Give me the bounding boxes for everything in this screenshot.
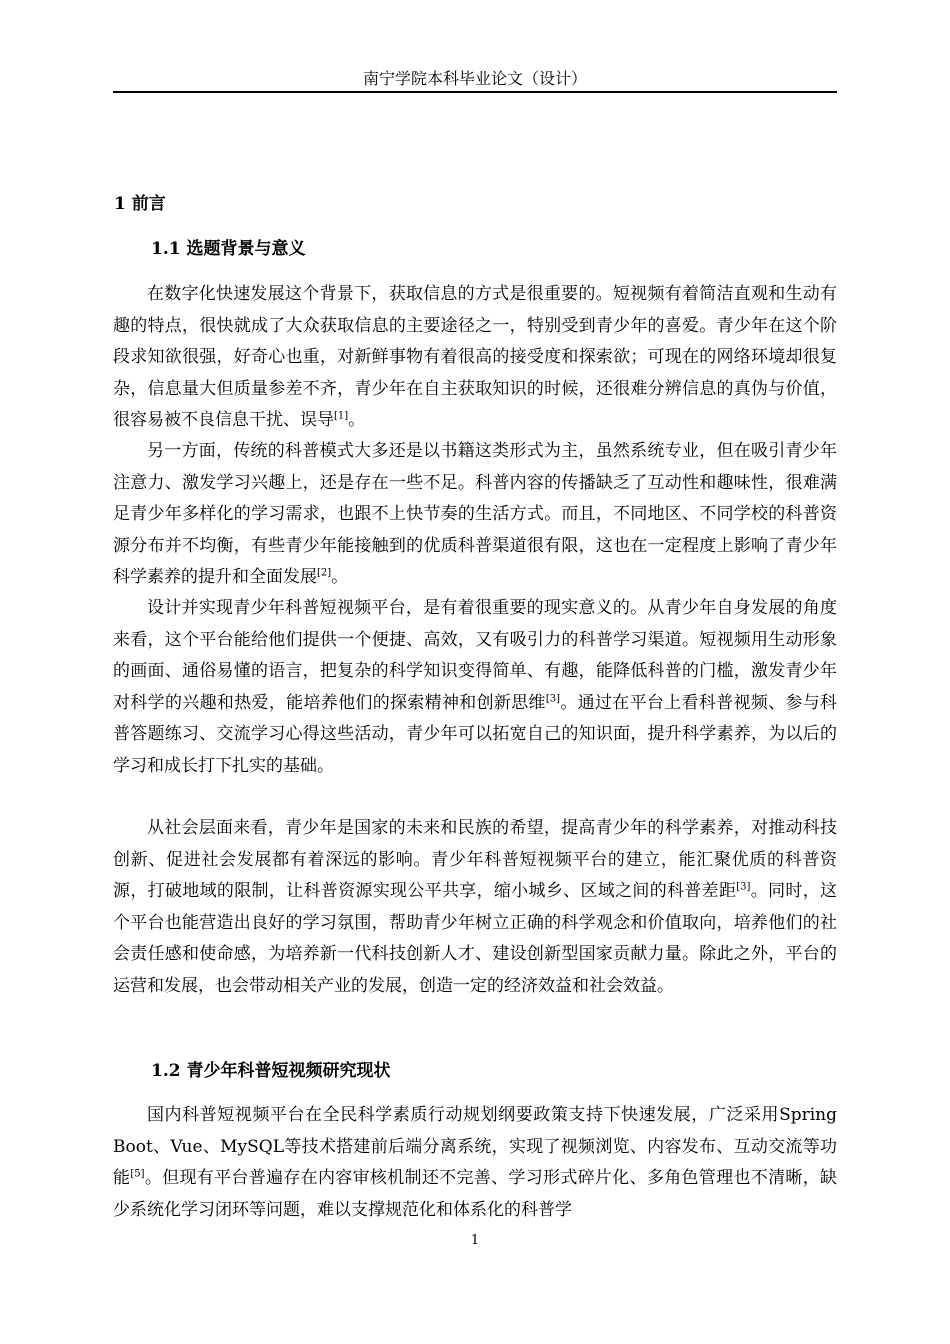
header-rule [113, 91, 837, 93]
body-paragraph: 设计并实现青少年科普短视频平台，是有着很重要的现实意义的。从青少年自身发展的角度来看，这个平台能给他们提供一个便捷、高效，又有吸引力的科普学习渠道。短视频用生动形象的画面、通俗易懂的语言，把复杂的科学知识变得简单、有趣，能降低科普的门槛，激发青少年对科学的兴趣和热爱，能培养他们的探索精神和创新思维[3]。通过在平台上看科普视频、参与科普答题练习、交流学习心得这些活动，青少年可以拓宽自己的知识面，提升科学素养，为以后的学习和成长打下扎实的基础。 [113, 598, 838, 776]
body-paragraph: 国内科普短视频平台在全民科学素质行动规划纲要政策支持下快速发展，广泛采用Spring Boot、Vue、MySQL等技术搭建前后端分离系统，实现了视频浏览、内容发布、互动交流等功能[5]。但现有平台普遍存在内容审核机制还不完善、学习形式碎片化、多角色管理也不清晰，缺少系统化学习闭环等问题，难以支撑规范化和体系化的科普学 [113, 1105, 838, 1220]
section-heading-1-2: 1.2 青少年科普短视频研究现状 [151, 1061, 391, 1081]
citation: [5] [130, 1168, 145, 1180]
body-paragraph: 从社会层面来看，青少年是国家的未来和民族的希望，提高青少年的科学素养，对推动科技创新、促进社会发展都有着深远的影响。青少年科普短视频平台的建立，能汇聚优质的科普资源，打破地域的限制，让科普资源实现公平共享，缩小城乡、区域之间的科普差距[3]。同时，这个平台也能营造出良好的学习氛围，帮助青少年树立正确的科学观念和价值取向，培养他们的社会责任感和使命感，为培养新一代科技创新人才、建设创新型国家贡献力量。除此之外，平台的运营和发展，也会带动相关产业的发展，创造一定的经济效益和社会效益。 [113, 818, 838, 996]
page-number: 1 [470, 1233, 480, 1248]
citation: [3] [545, 692, 560, 704]
running-header: 南宁学院本科毕业论文（设计） [362, 69, 587, 88]
citation: [1] [334, 410, 349, 422]
body-paragraph: 在数字化快速发展这个背景下，获取信息的方式是很重要的。短视频有着简洁直观和生动有趣的特点，很快就成了大众获取信息的主要途径之一，特别受到青少年的喜爱。青少年在这个阶段求知欲很强，好奇心也重，对新鲜事物有着很高的接受度和探索欲；可现在的网络环境却很复杂，信息量大但质量参差不齐，青少年在自主获取知识的时候，还很难分辨信息的真伪与价值，很容易被不良信息干扰、误导[1]。 [113, 284, 837, 430]
section-heading-1: 1 前言 [114, 194, 166, 214]
citation: [2] [317, 567, 332, 579]
section-heading-1-1: 1.1 选题背景与意义 [151, 239, 306, 259]
body-paragraph: 另一方面，传统的科普模式大多还是以书籍这类形式为主，虽然系统专业，但在吸引青少年注意力、激发学习兴趣上，还是存在一些不足。科普内容的传播缺乏了互动性和趣味性，很难满足青少年多样化的学习需求，也跟不上快节奏的生活方式。而且，不同地区、不同学校的科普资源分布并不均衡，有些青少年能接触到的优质科普渠道很有限，这也在一定程度上影响了青少年科学素养的提升和全面发展[2]。 [113, 441, 837, 587]
citation: [3] [736, 881, 751, 893]
